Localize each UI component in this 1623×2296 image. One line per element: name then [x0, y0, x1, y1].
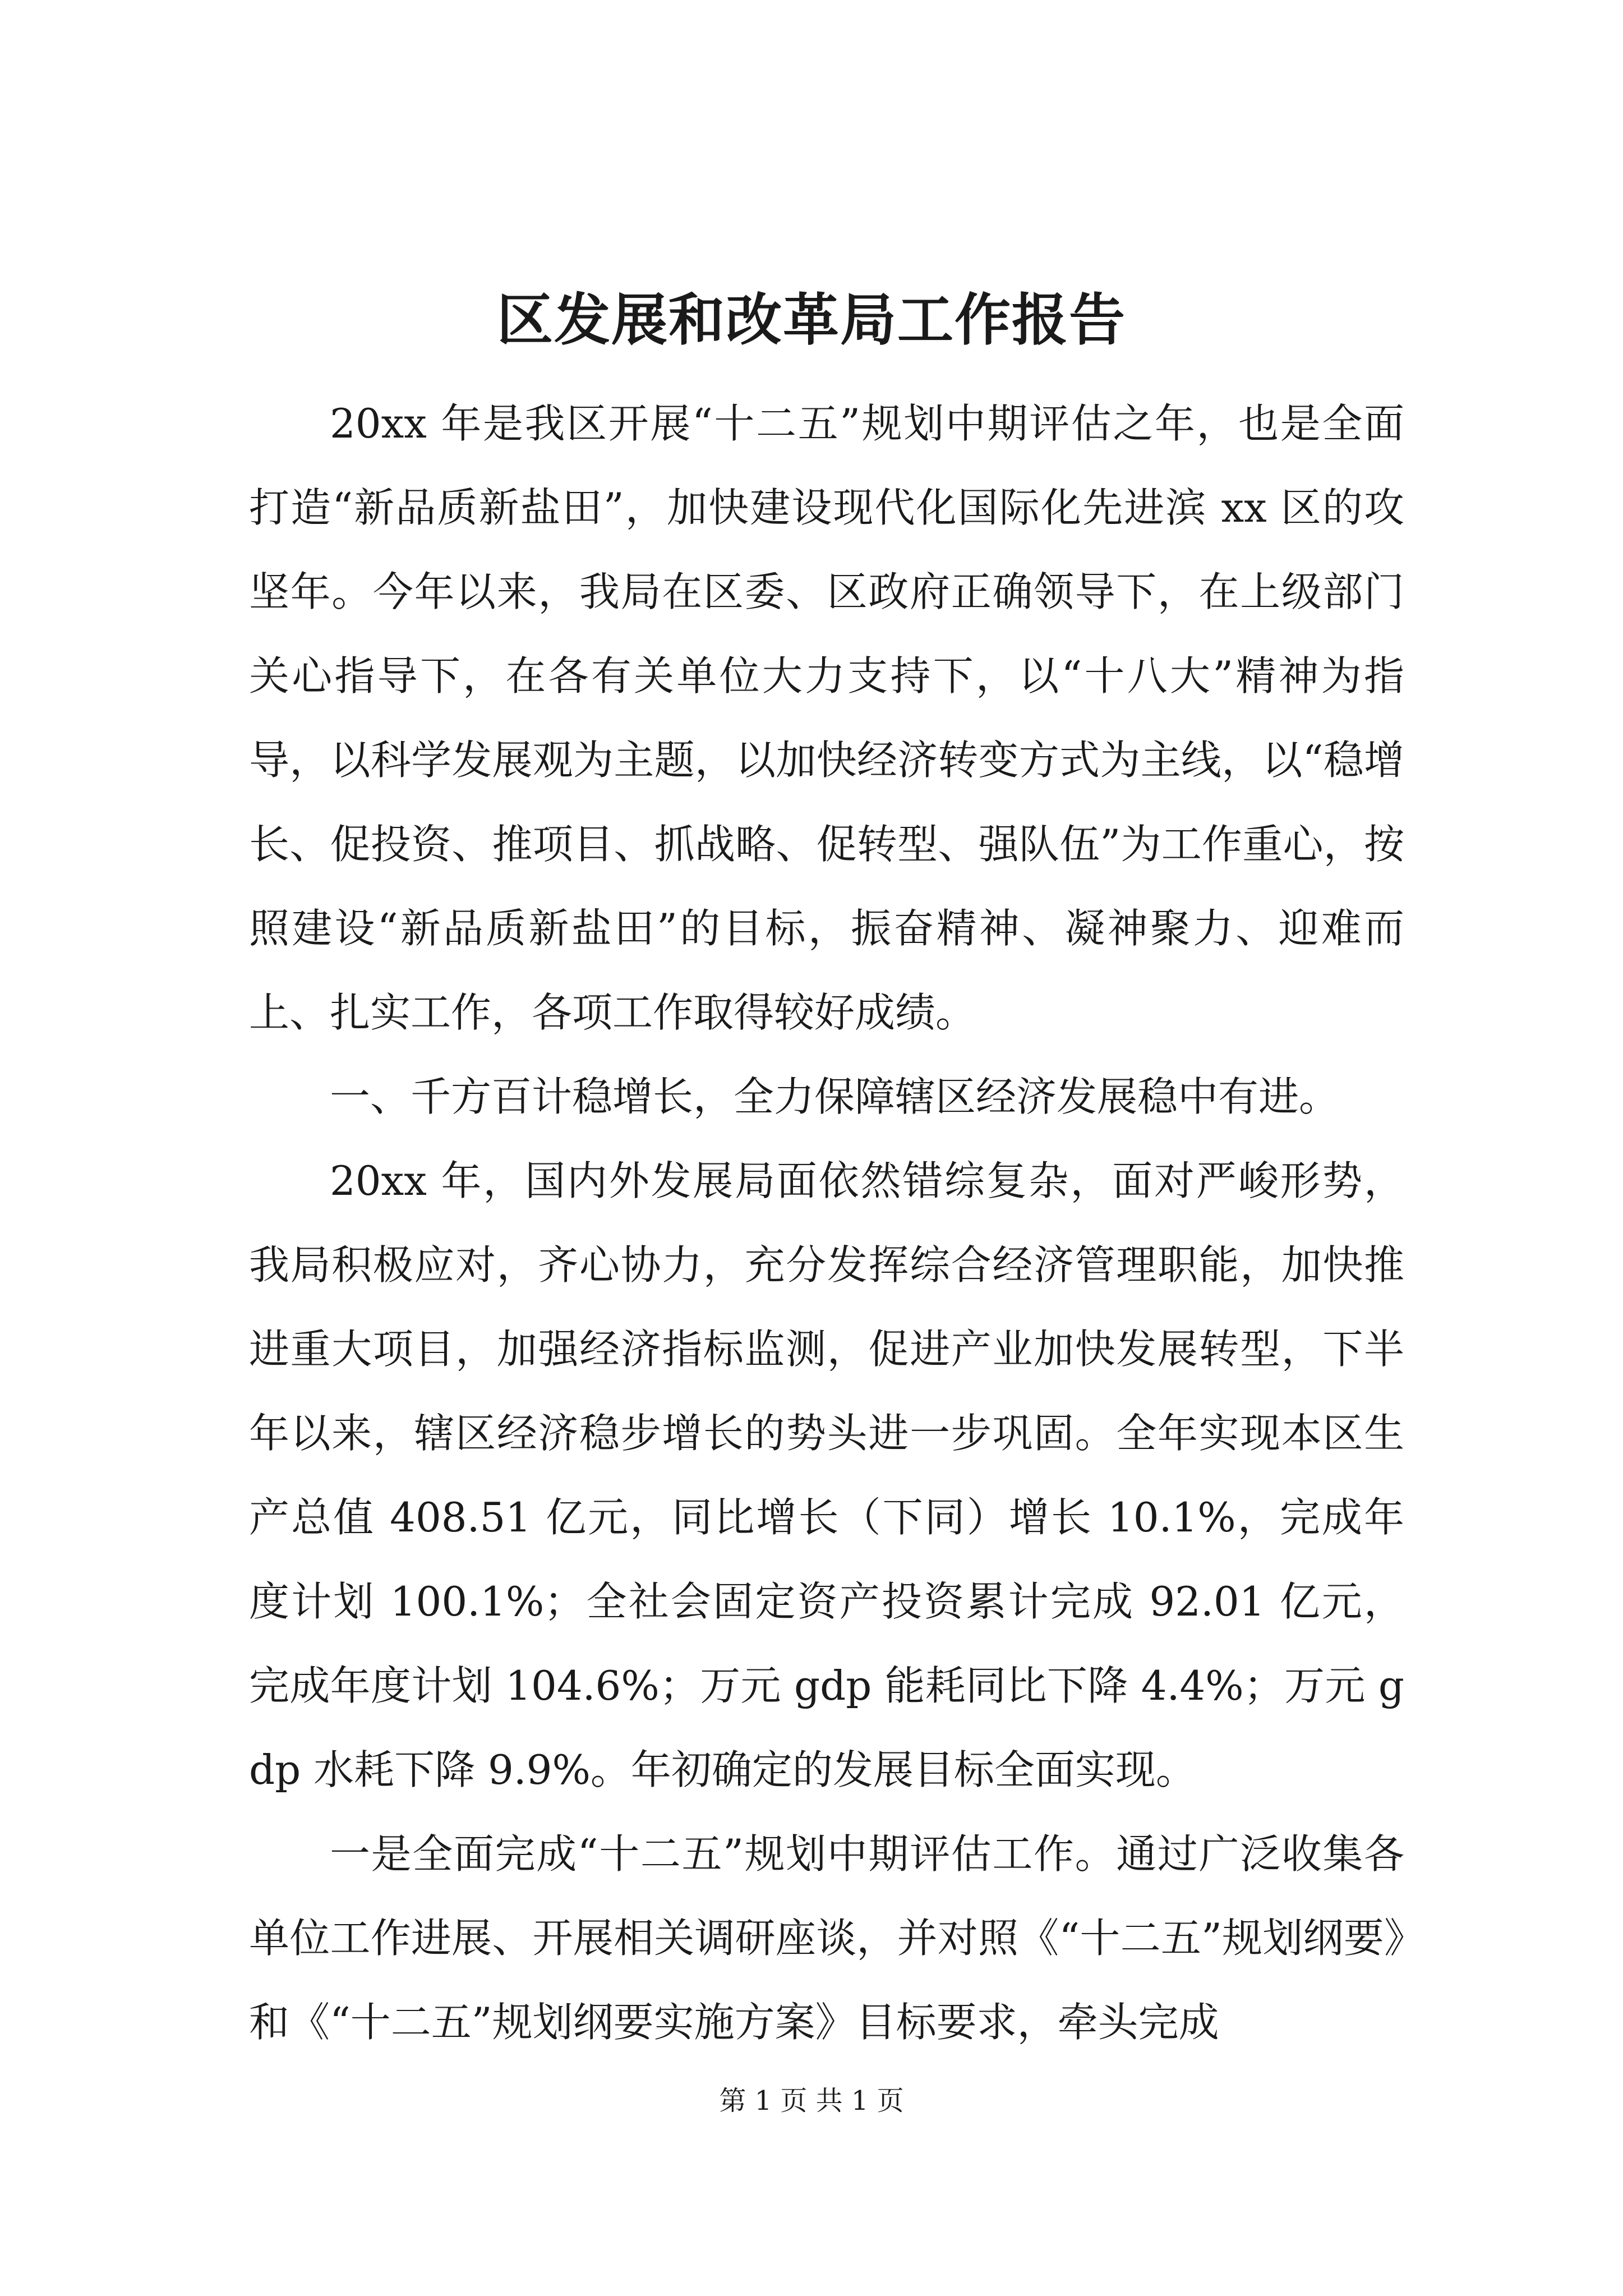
paragraph-economy: 20xx 年，国内外发展局面依然错综复杂，面对严峻形势，我局积极应对，齐心协力，充分发挥综合经济管理职能，加快推进重大项目，加强经济指标监测，促进产业加快发展转型，下半年以来，辖区经济稳步增长的势头进一步巩固。全年实现本区生产总值 408.51 亿元，同比增长（下同）增长 10.1%，完成年度计划 100.1%；全社会固定资产投资累计完成 92.01 亿元，完成年度计划 104.6%；万元 gdp 能耗同比下降 4.4%；万元 gdp 水耗下降 9.9%。年初确定的发展目标全面实现。 [249, 1157, 1404, 1793]
paragraph-plan-review: 一是全面完成“十二五”规划中期评估工作。通过广泛收集各单位工作进展、开展相关调研座谈，并对照《“十二五”规划纲要》和《“十二五”规划纲要实施方案》目标要求，牵头完成 [249, 1830, 1404, 2046]
page-footer: 第 1 页 共 1 页 [719, 2085, 904, 2116]
paragraph-intro: 20xx 年是我区开展“十二五”规划中期评估之年，也是全面打造“新品质新盐田”，加快建设现代化国际化先进滨 xx 区的攻坚年。今年以来，我局在区委、区政府正确领导下，在上级部门关心指导下，在各有关单位大力支持下，以“十八大”精神为指导，以科学发展观为主题，以加快经济转变方式为主线，以“稳增长、促投资、推项目、抓战略、促转型、强队伍”为工作重心，按照建设“新品质新盐田”的目标，振奋精神、凝神聚力、迎难而上、扎实工作，各项工作取得较好成绩。 [249, 400, 1404, 1036]
paragraph-section-heading: 一、千方百计稳增长，全力保障辖区经济发展稳中有进。 [330, 1073, 1340, 1120]
document-body [249, 381, 1404, 2064]
document-title: 区发展和改革局工作报告 [497, 287, 1126, 353]
